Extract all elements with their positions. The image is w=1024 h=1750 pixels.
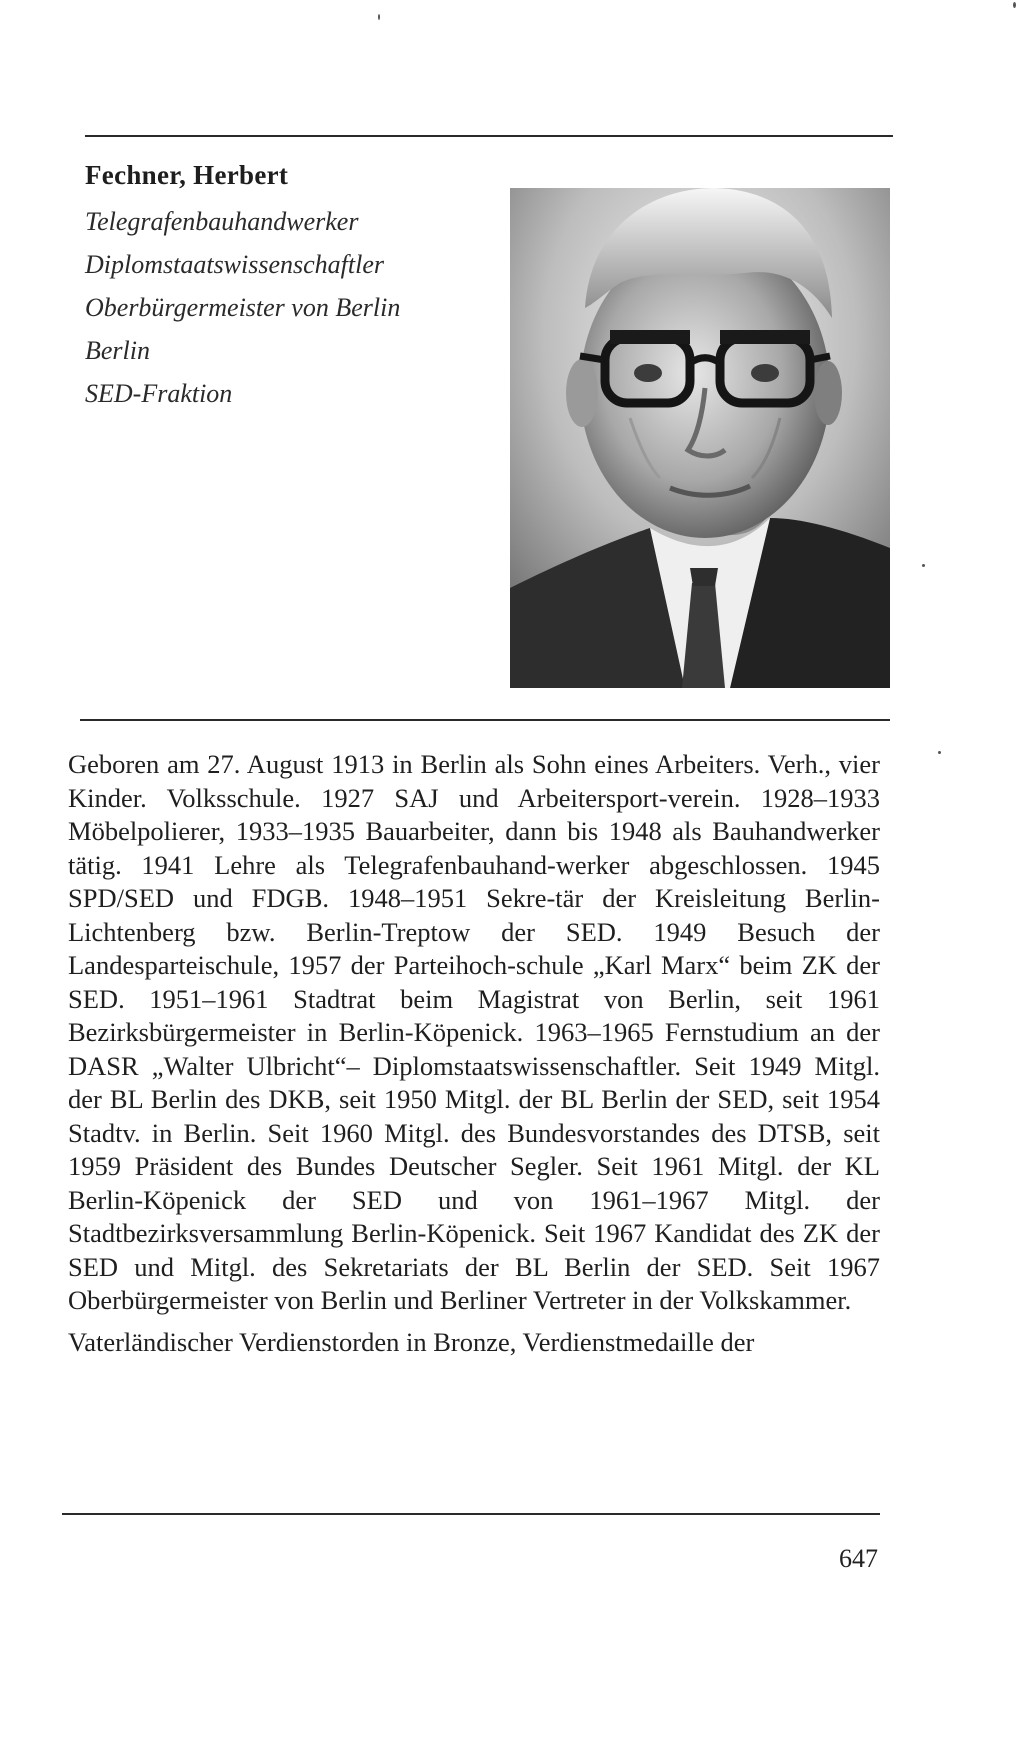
- role-faction: SED-Fraktion: [85, 379, 233, 408]
- biography-text: [68, 748, 880, 1367]
- portrait-illustration: [510, 188, 890, 688]
- scan-speck: [378, 14, 380, 20]
- role-qualification: Diplomstaatswissenschaftler: [85, 250, 385, 279]
- middle-divider: [80, 719, 890, 721]
- role-constituency: Berlin: [85, 336, 150, 365]
- scan-speck: [938, 751, 941, 754]
- role-occupation: Telegrafenbauhandwerker: [85, 207, 359, 236]
- person-name: Fechner, Herbert: [85, 160, 289, 190]
- awards-paragraph: Vaterländischer Verdienstorden in Bronze, Verdienstmedaille der: [68, 1326, 755, 1357]
- portrait-photo: [510, 188, 890, 688]
- entry-header: [85, 160, 505, 420]
- bottom-divider: [62, 1513, 880, 1515]
- page-number: 647: [839, 1544, 878, 1573]
- role-list: [85, 205, 505, 410]
- top-divider: [85, 135, 893, 137]
- biography-paragraph: Geboren am 27. August 1913 in Berlin als Sohn eines Arbeiters. Verh., vier Kinder. Volksschule. 1927 SAJ und Arbeitersport-verein. 1928–1933 Möbelpolierer, 1933–1935 Bauarbeiter, dann bis 1948 als Bauhandwerker tätig. 1941 Lehre als Telegrafenbauhand-werker abgeschlossen. 1945 SPD/SED und FDGB. 1948–1951 Sekre-tär der Kreisleitung Berlin-Lichtenberg bzw. Berlin-Treptow der SED. 1949 Besuch der Landesparteischule, 1957 der Parteihoch-schule „Karl Marx“ beim ZK der SED. 1951–1961 Stadtrat beim Magistrat von Berlin, seit 1961 Bezirksbürgermeister in Berlin-Köpenick. 1963–1965 Fernstudium an der DASR „Walter Ulbricht“– Diplomstaatswissenschaftler. Seit 1949 Mitgl. der BL Berlin des DKB, seit 1950 Mitgl. der BL Berlin der SED, seit 1954 Stadtv. in Berlin. Seit 1960 Mitgl. des Bundesvorstandes des DTSB, seit 1959 Präsident des Bundes Deutscher Segler. Seit 1961 Mitgl. der KL Berlin-Köpenick der SED und von 1961–1967 Mitgl. der Stadtbezirksversammlung Berlin-Köpenick. Seit 1967 Kandidat des ZK der SED und Mitgl. des Sekretariats der BL Berlin der SED. Seit 1967 Oberbürgermeister von Berlin und Berliner Vertreter in der Volkskammer.: [68, 749, 880, 1315]
- scan-speck: [1013, 2, 1016, 8]
- scan-speck: [922, 564, 925, 567]
- role-office: Oberbürgermeister von Berlin: [85, 293, 401, 322]
